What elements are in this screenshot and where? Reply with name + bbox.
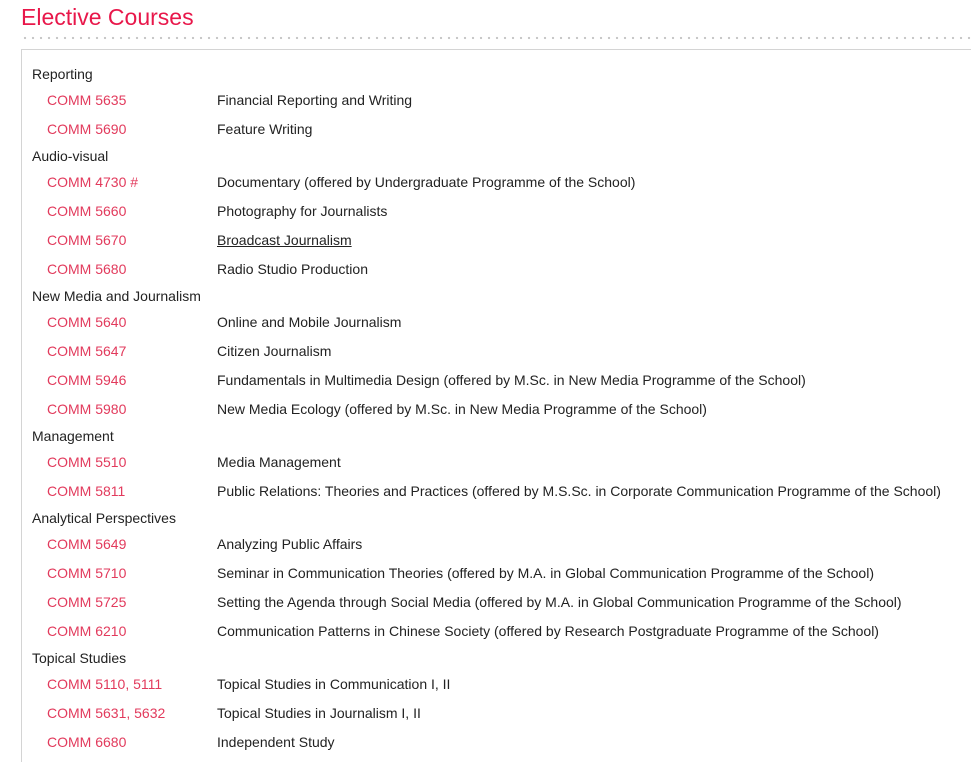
course-code-link[interactable]: COMM 6210 — [47, 623, 127, 639]
course-title-link[interactable]: Broadcast Journalism — [217, 232, 352, 248]
course-row — [32, 255, 962, 284]
course-row — [32, 617, 962, 646]
course-title: Documentary (offered by Undergraduate Programme of the School) — [217, 174, 636, 190]
course-title: Media Management — [217, 454, 341, 470]
course-title: Setting the Agenda through Social Media (offered by M.A. in Global Communication Programme of the School) — [217, 594, 902, 610]
course-code-link[interactable]: COMM 5110, 5111 — [47, 676, 163, 692]
course-row — [32, 699, 962, 728]
course-code-link[interactable]: COMM 5725 — [47, 594, 127, 610]
course-row — [32, 308, 962, 337]
course-code-link[interactable]: COMM 5640 — [47, 314, 127, 330]
course-title: Analyzing Public Affairs — [217, 536, 363, 552]
course-list — [32, 62, 962, 757]
course-code-link[interactable]: COMM 5647 — [47, 343, 127, 359]
course-row — [32, 670, 962, 699]
course-code-link[interactable]: COMM 5980 — [47, 401, 127, 417]
category-heading: New Media and Journalism — [32, 288, 201, 304]
course-title: Public Relations: Theories and Practices (offered by M.S.Sc. in Corporate Communication Programme of the School) — [217, 483, 941, 499]
course-title: Online and Mobile Journalism — [217, 314, 402, 330]
course-title: Independent Study — [217, 734, 335, 750]
course-row — [32, 448, 962, 477]
course-row — [32, 588, 962, 617]
course-title: Fundamentals in Multimedia Design (offered by M.Sc. in New Media Programme of the School) — [217, 372, 806, 388]
category-heading: Topical Studies — [32, 650, 127, 666]
course-row — [32, 168, 962, 197]
course-title: Topical Studies in Journalism I, II — [217, 705, 421, 721]
course-row — [32, 559, 962, 588]
course-code-link[interactable]: COMM 5631, 5632 — [47, 705, 166, 721]
page-title: Elective Courses — [21, 4, 194, 30]
course-code-link[interactable]: COMM 5670 — [47, 232, 127, 248]
course-row — [32, 337, 962, 366]
course-row — [32, 226, 962, 255]
course-row — [32, 86, 962, 115]
course-title: Seminar in Communication Theories (offered by M.A. in Global Communication Programme of the School) — [217, 565, 874, 581]
course-title: Communication Patterns in Chinese Society (offered by Research Postgraduate Programme of the School) — [217, 623, 879, 639]
course-code-link[interactable]: COMM 5680 — [47, 261, 127, 277]
course-row — [32, 530, 962, 559]
course-code-link[interactable]: COMM 5510 — [47, 454, 127, 470]
course-code-link[interactable]: COMM 5635 — [47, 92, 127, 108]
course-code-link[interactable]: COMM 5946 — [47, 372, 127, 388]
course-row — [32, 728, 962, 757]
category-heading: Audio-visual — [32, 148, 109, 164]
category-heading: Management — [32, 428, 114, 444]
course-code-link[interactable]: COMM 5660 — [47, 203, 127, 219]
course-row — [32, 197, 962, 226]
course-row — [32, 477, 962, 506]
course-title: Radio Studio Production — [217, 261, 368, 277]
course-code-link[interactable]: COMM 6680 — [47, 734, 127, 750]
dotted-divider — [21, 36, 971, 40]
course-title: Photography for Journalists — [217, 203, 388, 219]
course-code-link[interactable]: COMM 5649 — [47, 536, 127, 552]
course-title: Citizen Journalism — [217, 343, 332, 359]
course-code-link[interactable]: COMM 5811 — [47, 483, 126, 499]
category-heading: Analytical Perspectives — [32, 510, 176, 526]
course-row — [32, 395, 962, 424]
course-title: New Media Ecology (offered by M.Sc. in New Media Programme of the School) — [217, 401, 707, 417]
course-title: Topical Studies in Communication I, II — [217, 676, 451, 692]
course-panel — [21, 49, 971, 762]
course-code-link[interactable]: COMM 5710 — [47, 565, 127, 581]
course-code-link[interactable]: COMM 4730 # — [47, 174, 139, 190]
course-code-link[interactable]: COMM 5690 — [47, 121, 127, 137]
course-title: Feature Writing — [217, 121, 313, 137]
course-title: Financial Reporting and Writing — [217, 92, 413, 108]
course-row — [32, 366, 962, 395]
category-heading: Reporting — [32, 66, 93, 82]
course-row — [32, 115, 962, 144]
